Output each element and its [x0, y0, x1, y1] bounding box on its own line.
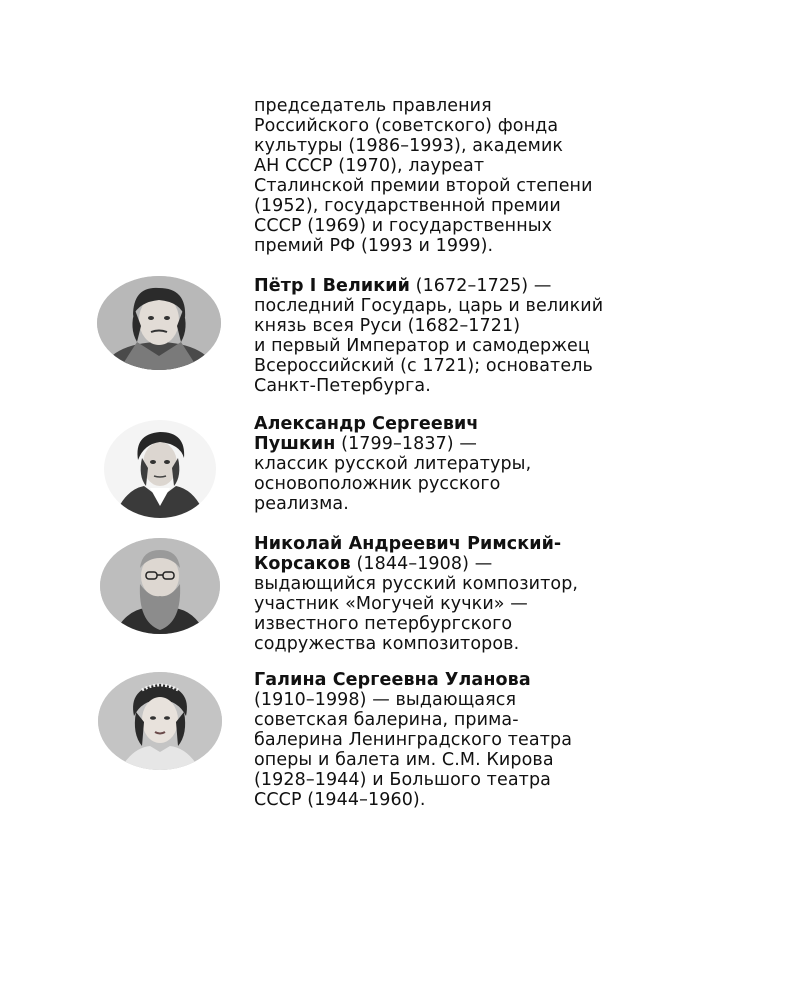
entry-line: СССР (1944–1960). [254, 790, 426, 810]
intro-line: Российского (советского) фонда [254, 116, 559, 136]
intro-line: культуры (1986–1993), академик [254, 136, 564, 156]
entry-line: участник «Могучей кучки» — [254, 594, 528, 614]
entry-line: (1928–1944) и Большого театра [254, 770, 551, 790]
entry-line: известного петербургского [254, 614, 513, 634]
intro-line: АН СССР (1970), лауреат [254, 156, 485, 176]
entry-line: и первый Император и самодержец [254, 336, 590, 356]
intro-line: председатель правления [254, 96, 492, 116]
person-name: Пётр I Великий [254, 276, 410, 296]
entry-line: Санкт-Петербурга. [254, 376, 431, 396]
person-name: Александр Сергеевич [254, 414, 479, 434]
entry-ulanova [254, 670, 694, 810]
entry-line: реализма. [254, 494, 349, 514]
entry-line: основоположник русского [254, 474, 501, 494]
person-name: Николай Андреевич Римский- [254, 534, 562, 554]
life-dates: (1799–1837) — [335, 434, 477, 454]
person-name: Корсаков [254, 554, 351, 574]
entry-line: советская балерина, прима- [254, 710, 519, 730]
person-name: Пушкин [254, 434, 336, 454]
entry-line: выдающийся русский композитор, [254, 574, 579, 594]
entry-line: Всероссийский (с 1721); основатель [254, 356, 593, 376]
entry-line: последний Государь, царь и великий [254, 296, 604, 316]
entry-peter-the-great [254, 276, 694, 396]
life-dates: (1672–1725) — [409, 276, 552, 296]
portrait-ulanova-icon [98, 672, 222, 770]
entry-line: балерина Ленинградского театра [254, 730, 573, 750]
intro-paragraph [254, 96, 694, 256]
entry-line: оперы и балета им. С.М. Кирова [254, 750, 554, 770]
portrait-peter-the-great-icon [97, 276, 221, 370]
life-dates: (1844–1908) — [350, 554, 493, 574]
entry-pushkin [254, 414, 694, 514]
intro-line: СССР (1969) и государственных [254, 216, 553, 236]
entry-line: классик русской литературы, [254, 454, 532, 474]
intro-line: (1952), государственной премии [254, 196, 561, 216]
intro-line: премий РФ (1993 и 1999). [254, 236, 494, 256]
intro-line: Сталинской премии второй степени [254, 176, 593, 196]
person-name: Галина Сергеевна Уланова [254, 670, 531, 690]
entry-line: (1910–1998) — выдающаяся [254, 690, 517, 710]
portrait-pushkin-icon [104, 420, 216, 518]
portrait-rimsky-korsakov-icon [100, 538, 220, 634]
entry-line: содружества композиторов. [254, 634, 520, 654]
entry-rimsky-korsakov [254, 534, 694, 654]
entry-line: князь всея Руси (1682–1721) [254, 316, 521, 336]
